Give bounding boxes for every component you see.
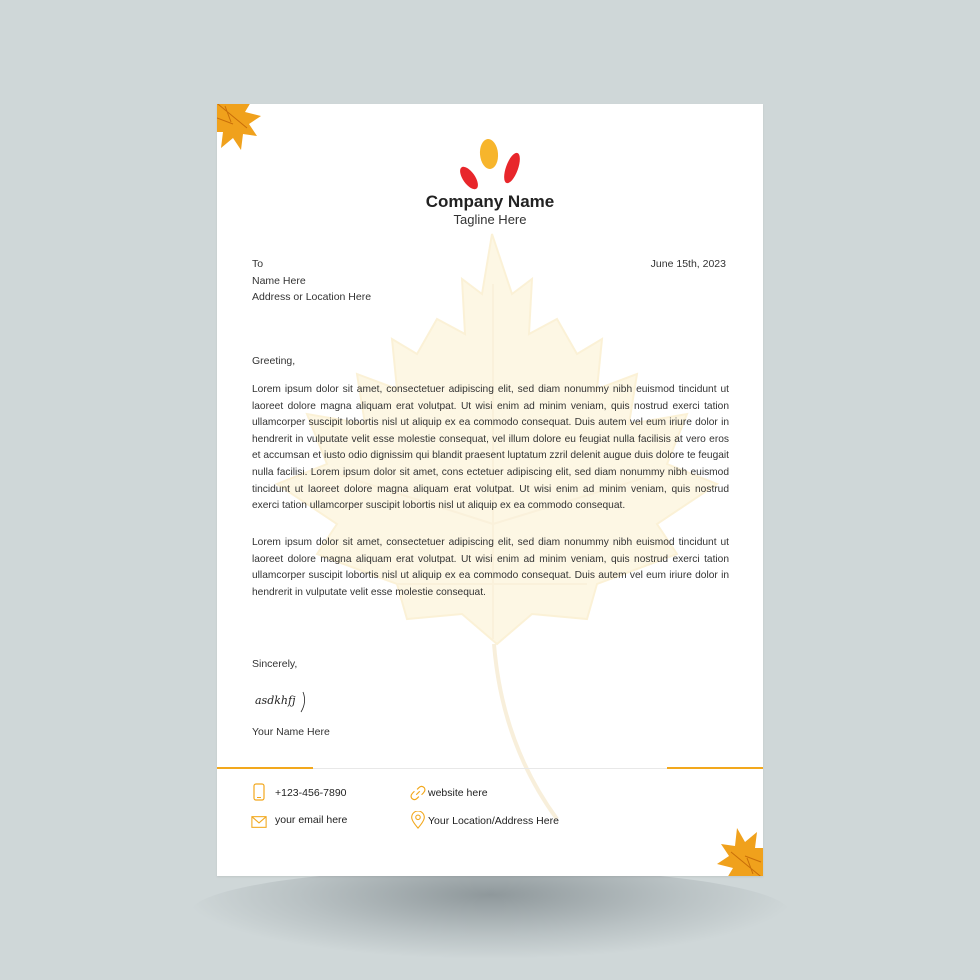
body-paragraph: Lorem ipsum dolor sit amet, consectetuer adipiscing elit, sed diam nonummy nibh euismod tincidunt ut laoreet dolore magna aliquam erat volutpat. Ut wisi enim ad minim veniam, quis nostrud exerci tation ullamcorper suscipit lobortis nisl ut aliquip ex ea commodo consequat. Duis autem vel eum iriure dolor in hendrerit in vulputate velit esse molestie consequat, vel illum dolore eu feugiat nulla facilisis at vero eros et accumsan et iusto odio dignissim qui blandit praesent luptatum zzril delenit augue duis dolore te feugait nulla facilisi. Lorem ipsum dolor sit amet, cons ectetuer adipiscing elit, sed diam nonummy nibh euismod tincidunt ut laoreet dolore magna aliquam erat volutpat. Ut wisi enim ad minim veniam, quis nostrud exerci tation ullamcorper suscipit lobortis nisl ut aliquip ex ea commodo consequat. (252, 384, 729, 512)
website-link[interactable]: website here (428, 787, 488, 799)
tagline: Tagline Here (453, 212, 527, 227)
page-shadow (190, 868, 790, 958)
recipient-block (252, 256, 371, 306)
letterhead-page (217, 104, 763, 876)
greeting: Greeting, (252, 355, 296, 367)
signature (253, 688, 313, 716)
maple-leaf-corner-icon (717, 826, 763, 876)
link-icon (410, 784, 426, 802)
closing: Sincerely, (252, 658, 298, 670)
recipient-name: Name Here (252, 274, 306, 287)
location-address: Your Location/Address Here (428, 815, 559, 827)
email-address: your email here (275, 814, 348, 826)
footer-accent-line (217, 767, 313, 769)
email-icon (251, 813, 267, 831)
body-paragraph: Lorem ipsum dolor sit amet, consectetuer adipiscing elit, sed diam nonummy nibh euismod tincidunt ut laoreet dolore magna aliquam erat volutpat. Ut wisi enim ad minim veniam, quis nostrud exerci tation ullamcorper suscipit lobortis nisl ut aliquip ex ea commodo consequat. Duis autem vel eum iriure dolor in hendrerit in vulputate velit esse molestie consequat. (252, 537, 729, 598)
signature-text: asdkhfj (255, 694, 296, 707)
company-logo-icon (453, 138, 529, 194)
letter-date: June 15th, 2023 (650, 258, 726, 270)
phone-icon (251, 783, 267, 801)
maple-leaf-corner-icon (217, 104, 265, 152)
recipient-address: Address or Location Here (252, 291, 372, 303)
to-label: To (252, 258, 264, 270)
footer-accent-line (667, 767, 763, 769)
sender-name: Your Name Here (252, 726, 330, 738)
location-pin-icon (410, 811, 426, 829)
company-name: Company Name (425, 192, 555, 211)
footer-divider (313, 768, 667, 769)
phone-number: +123-456-7890 (275, 787, 347, 799)
